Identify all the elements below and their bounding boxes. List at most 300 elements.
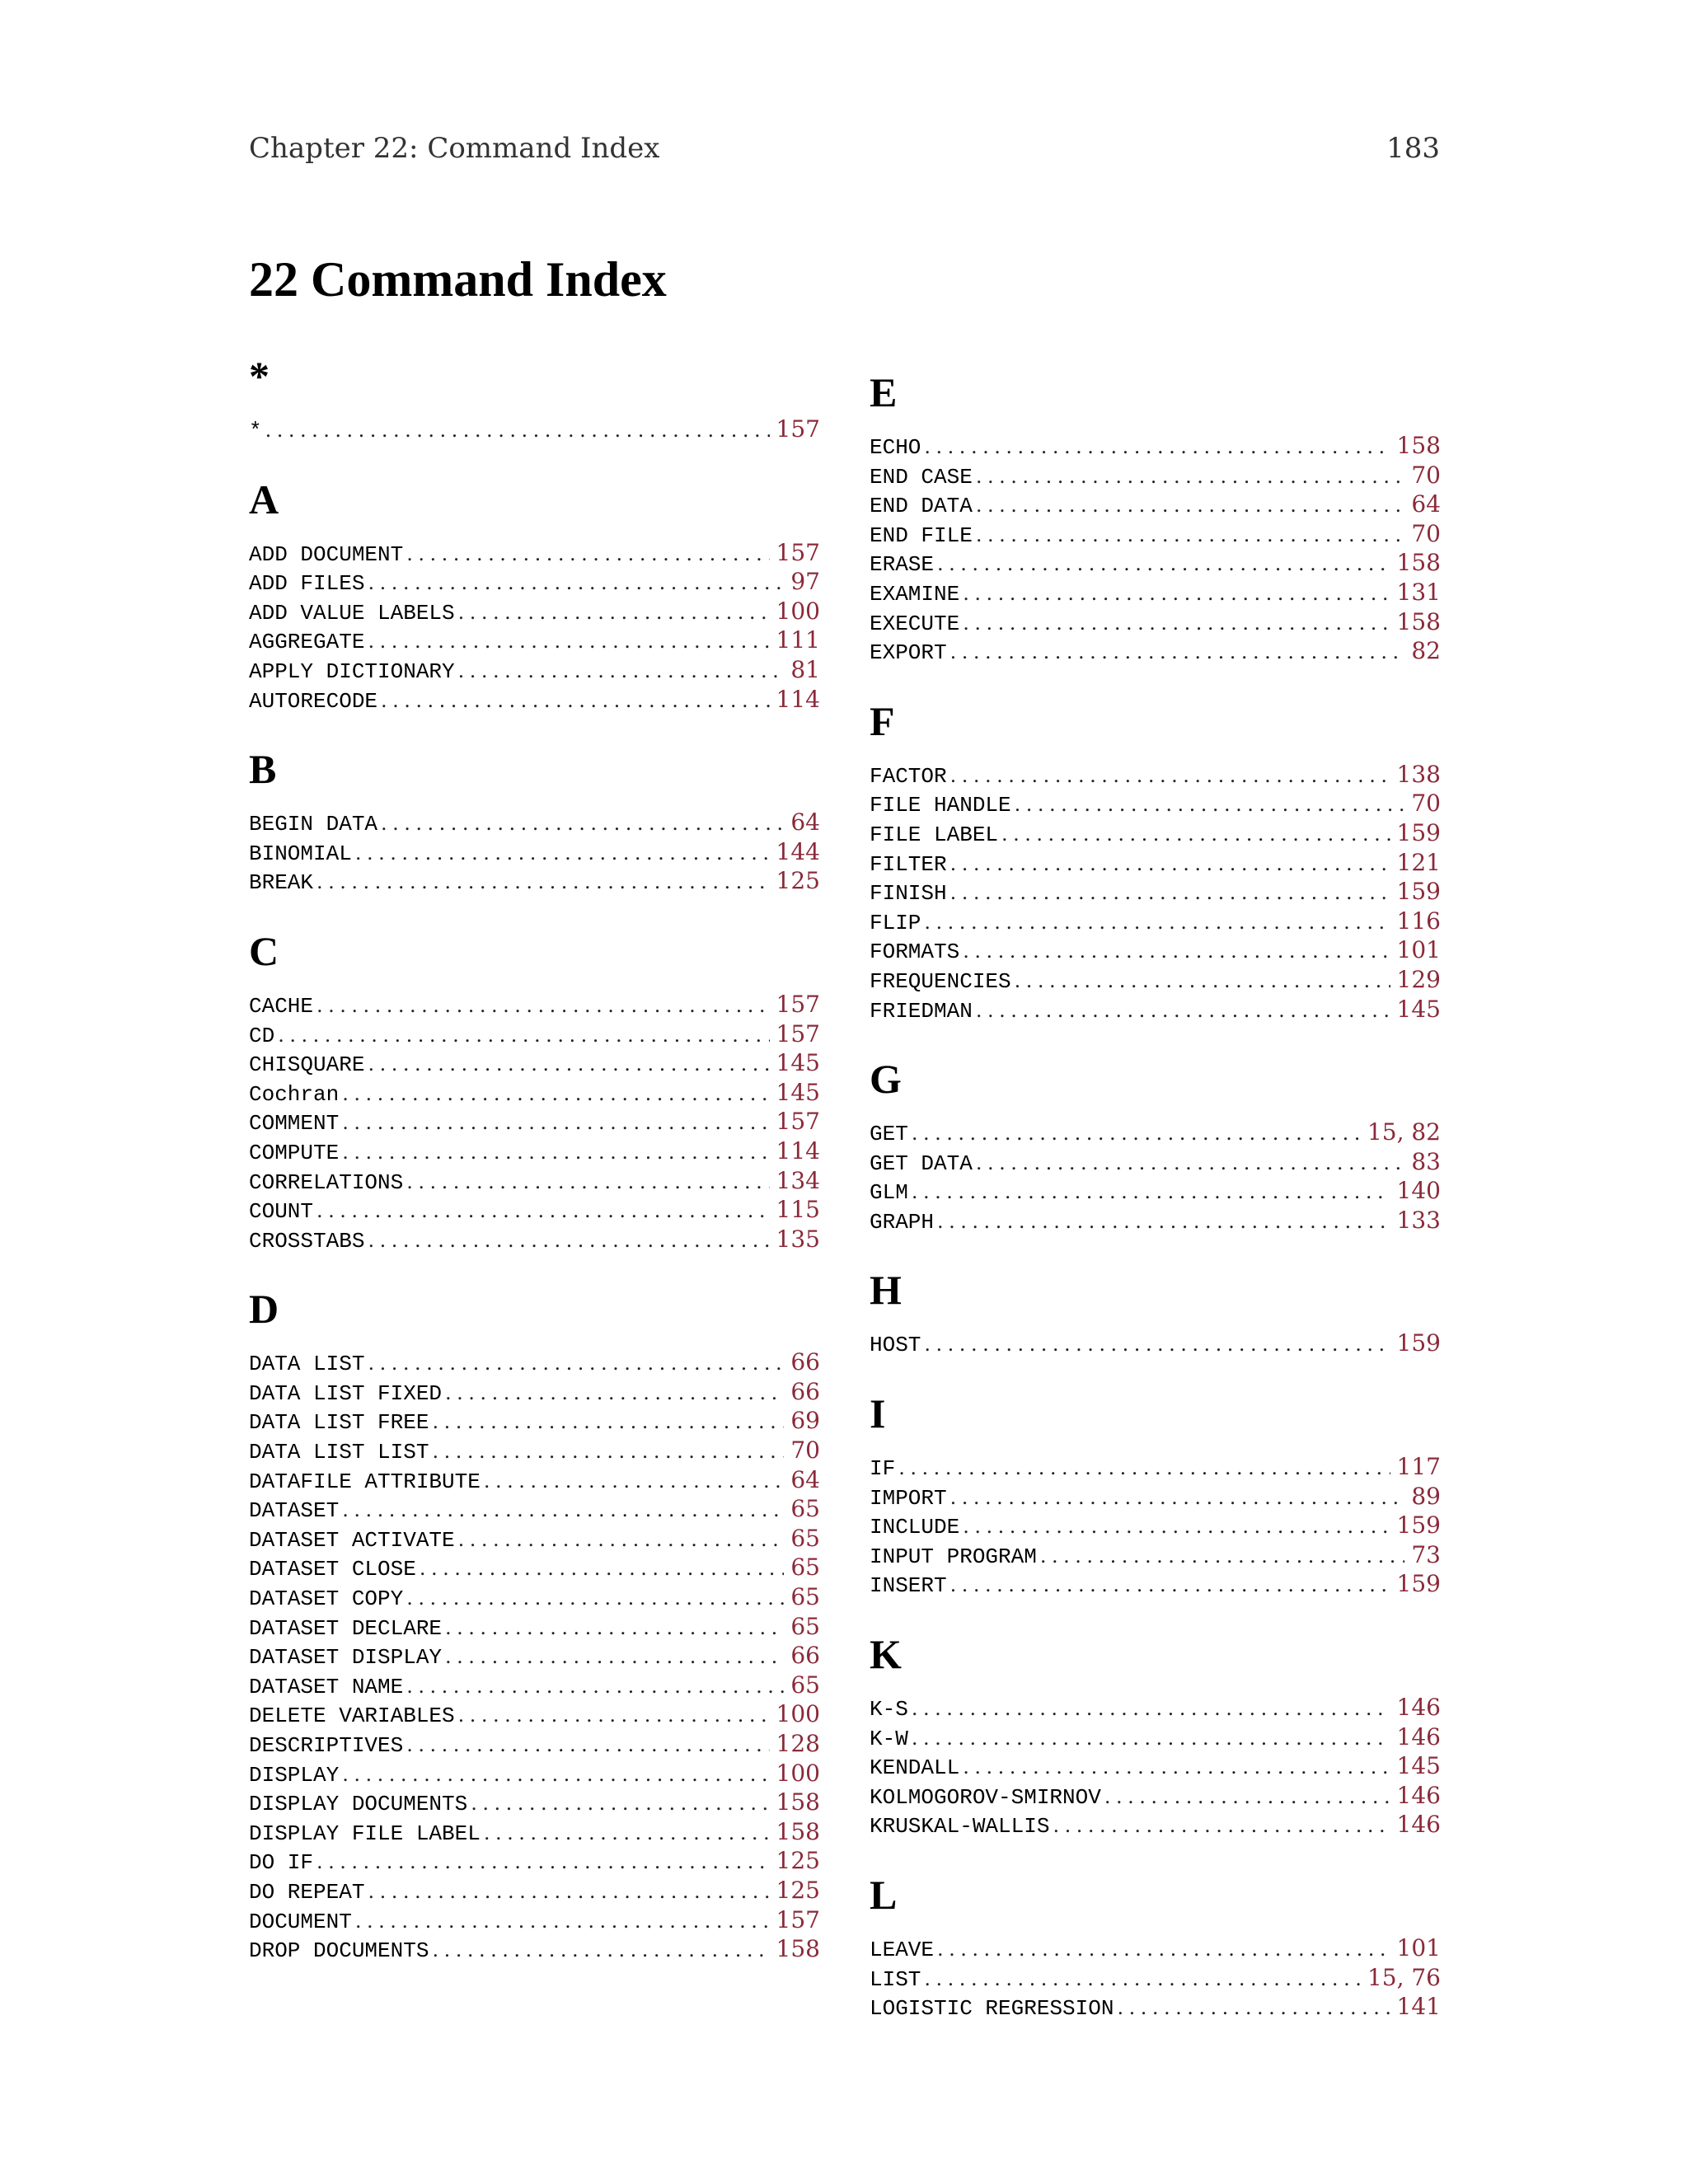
index-entry bbox=[870, 578, 1441, 607]
index-entry bbox=[249, 415, 820, 444]
index-entry bbox=[249, 1524, 820, 1554]
index-letter-group bbox=[249, 926, 820, 1254]
dot-leader bbox=[445, 1379, 784, 1408]
index-entry-page-link[interactable]: 145 bbox=[776, 1049, 820, 1077]
index-entry-page-link[interactable]: 159 bbox=[1396, 878, 1441, 906]
index-entry-command: APPLY DICTIONARY bbox=[249, 658, 455, 684]
index-letter-group bbox=[249, 474, 820, 715]
index-entry-command: COMMENT bbox=[249, 1111, 340, 1137]
index-entry-page-link[interactable]: 146 bbox=[1396, 1694, 1441, 1722]
dot-leader bbox=[976, 462, 1405, 492]
index-entry bbox=[870, 1933, 1441, 1963]
index-entry bbox=[249, 1699, 820, 1729]
dot-leader bbox=[342, 1080, 769, 1109]
index-entry-command: FILE LABEL bbox=[870, 822, 999, 847]
dot-leader bbox=[458, 1526, 785, 1555]
index-entry-page-link[interactable]: 83 bbox=[1411, 1147, 1441, 1175]
index-entry-command: DATASET bbox=[249, 1498, 340, 1524]
index-entry-command: CACHE bbox=[249, 993, 314, 1019]
index-entry-page-link[interactable]: 65 bbox=[790, 1583, 820, 1611]
index-entry bbox=[870, 490, 1441, 519]
index-entry bbox=[870, 1206, 1441, 1235]
index-entry-command: END FILE bbox=[870, 523, 973, 548]
index-entry bbox=[870, 1511, 1441, 1540]
index-entry-command: DISPLAY bbox=[249, 1762, 340, 1788]
index-letter-group bbox=[870, 696, 1441, 1024]
dot-leader bbox=[368, 569, 784, 598]
index-entry-page-link[interactable]: 129 bbox=[1396, 965, 1441, 993]
dot-leader bbox=[976, 491, 1405, 521]
index-entry bbox=[870, 760, 1441, 790]
index-entry-command: K-W bbox=[870, 1726, 908, 1751]
index-entry-page-link[interactable]: 125 bbox=[776, 1847, 820, 1875]
index-entry-command: EXECUTE bbox=[870, 611, 960, 636]
index-entry-command: CORRELATIONS bbox=[249, 1169, 404, 1195]
index-entry-page-link[interactable]: 131 bbox=[1396, 578, 1441, 606]
dot-leader bbox=[484, 1819, 770, 1849]
index-entry-page-link[interactable]: 145 bbox=[1396, 995, 1441, 1023]
index-entry-command: LIST bbox=[870, 1966, 921, 1992]
index-entry bbox=[249, 1612, 820, 1642]
index-entry-page-link[interactable]: 100 bbox=[776, 597, 820, 625]
dot-leader bbox=[937, 1207, 1390, 1237]
index-entry-page-link[interactable]: 101 bbox=[1396, 1934, 1441, 1961]
index-entry bbox=[249, 1225, 820, 1254]
index-entry-page-link[interactable]: 70 bbox=[1411, 790, 1441, 818]
index-entry bbox=[249, 1671, 820, 1700]
index-entry bbox=[249, 1137, 820, 1166]
index-entry-command: ADD FILES bbox=[249, 571, 365, 597]
dot-leader bbox=[458, 657, 785, 687]
index-entry-command: FACTOR bbox=[870, 763, 947, 789]
index-entry-page-link[interactable]: 145 bbox=[776, 1078, 820, 1106]
index-entry-command: CHISQUARE bbox=[249, 1052, 365, 1078]
index-entry-command: LEAVE bbox=[870, 1938, 935, 1962]
dot-leader bbox=[924, 1330, 1390, 1360]
index-letter-heading: A bbox=[249, 476, 279, 523]
dot-leader bbox=[406, 1672, 784, 1702]
index-entry-command: FRIEDMAN bbox=[870, 998, 973, 1024]
index-entry bbox=[870, 1781, 1441, 1811]
index-entry-command: CROSSTABS bbox=[249, 1228, 365, 1254]
index-entry-page-link[interactable]: 65 bbox=[790, 1524, 820, 1552]
index-entry-page-link[interactable]: 65 bbox=[790, 1612, 820, 1640]
index-entry-page-link[interactable]: 157 bbox=[776, 538, 820, 566]
index-entry-page-link[interactable]: 159 bbox=[1396, 1570, 1441, 1598]
dot-leader bbox=[406, 1168, 769, 1197]
dot-leader bbox=[278, 1021, 769, 1051]
index-entry-page-link[interactable]: 111 bbox=[776, 626, 820, 654]
dot-leader bbox=[368, 627, 769, 657]
index-letter-group bbox=[249, 1283, 820, 1963]
index-entry-command: FILTER bbox=[870, 851, 947, 877]
dot-leader bbox=[912, 1178, 1390, 1207]
index-entry-page-link[interactable]: 146 bbox=[1396, 1722, 1441, 1750]
index-entry bbox=[870, 1118, 1441, 1147]
dot-leader bbox=[1015, 967, 1390, 996]
index-entry-command: DESCRIPTIVES bbox=[249, 1733, 404, 1758]
dot-leader bbox=[381, 809, 784, 839]
index-entry-page-link[interactable]: 121 bbox=[1396, 848, 1441, 876]
index-entry-command: GET DATA bbox=[870, 1151, 973, 1176]
index-entry-page-link[interactable]: 158 bbox=[776, 1788, 820, 1816]
index-entry bbox=[870, 519, 1441, 549]
index-entry-page-link[interactable]: 66 bbox=[790, 1642, 820, 1670]
index-entry bbox=[870, 1452, 1441, 1482]
dot-leader bbox=[924, 908, 1390, 938]
index-entry-page-link[interactable]: 144 bbox=[776, 837, 820, 865]
dot-leader bbox=[963, 579, 1390, 609]
index-entry bbox=[249, 1641, 820, 1671]
index-entry-page-link[interactable]: 133 bbox=[1396, 1206, 1441, 1234]
chapter-title: 22 Command Index bbox=[249, 252, 667, 307]
index-entry-page-link[interactable]: 157 bbox=[776, 1905, 820, 1933]
index-entry-command: EXPORT bbox=[870, 640, 947, 666]
dot-leader bbox=[1104, 1783, 1390, 1812]
index-letter-group bbox=[870, 1629, 1441, 1840]
dot-leader bbox=[316, 1197, 770, 1226]
index-entry-command: DATASET COPY bbox=[249, 1586, 404, 1612]
index-entry-command: DELETE VARIABLES bbox=[249, 1704, 455, 1729]
dot-leader bbox=[445, 1614, 784, 1643]
index-entry-page-link[interactable]: 64 bbox=[790, 1465, 820, 1493]
index-entry-command: DATAFILE ATTRIBUTE bbox=[249, 1469, 481, 1494]
index-entry bbox=[870, 1722, 1441, 1752]
dot-leader bbox=[445, 1643, 784, 1672]
index-entry bbox=[249, 597, 820, 626]
index-letter-heading: B bbox=[249, 746, 277, 793]
index-entry-page-link[interactable]: 15, 76 bbox=[1367, 1963, 1441, 1991]
index-entry-command: BEGIN DATA bbox=[249, 812, 378, 837]
index-entry-page-link[interactable]: 97 bbox=[790, 568, 820, 596]
dot-leader bbox=[950, 762, 1390, 791]
index-entry-page-link[interactable]: 159 bbox=[1396, 1511, 1441, 1540]
index-entry-page-link[interactable]: 81 bbox=[790, 655, 820, 683]
index-entry bbox=[870, 1751, 1441, 1781]
index-entry-command: LOGISTIC REGRESSION bbox=[870, 1996, 1114, 2022]
index-entry bbox=[870, 461, 1441, 490]
index-entry bbox=[870, 607, 1441, 637]
index-entry-command: GRAPH bbox=[870, 1209, 935, 1235]
index-letter-heading: * bbox=[249, 353, 270, 399]
index-entry bbox=[249, 1729, 820, 1759]
index-entry-page-link[interactable]: 157 bbox=[776, 415, 820, 443]
dot-leader bbox=[342, 1138, 769, 1168]
dot-leader bbox=[937, 1935, 1390, 1965]
dot-leader bbox=[1001, 820, 1390, 850]
index-entry-page-link[interactable]: 157 bbox=[776, 1108, 820, 1136]
index-entry bbox=[249, 1817, 820, 1847]
index-entry-page-link[interactable]: 158 bbox=[776, 1817, 820, 1845]
index-entry-page-link[interactable]: 146 bbox=[1396, 1811, 1441, 1839]
index-letter-group bbox=[249, 743, 820, 896]
dot-leader bbox=[432, 1408, 784, 1437]
index-entry-page-link[interactable]: 82 bbox=[1411, 637, 1441, 665]
index-entry-command: INSERT bbox=[870, 1573, 947, 1599]
running-header bbox=[249, 132, 1440, 165]
index-entry bbox=[249, 1759, 820, 1788]
index-entry-command: GLM bbox=[870, 1180, 908, 1206]
dot-leader bbox=[355, 1907, 770, 1937]
index-entry bbox=[870, 636, 1441, 666]
index-entry-command: FILE HANDLE bbox=[870, 793, 1011, 818]
index-entry-page-link[interactable]: 138 bbox=[1396, 760, 1441, 788]
index-entry bbox=[249, 1905, 820, 1935]
index-entry-command: DOCUMENT bbox=[249, 1909, 352, 1934]
dot-leader bbox=[950, 879, 1390, 908]
index-letter-heading: C bbox=[249, 927, 279, 974]
index-entry-page-link[interactable]: 65 bbox=[790, 1671, 820, 1699]
dot-leader bbox=[432, 1437, 784, 1467]
index-letter-heading: E bbox=[870, 369, 898, 415]
dot-leader bbox=[924, 433, 1390, 462]
dot-leader bbox=[484, 1467, 785, 1497]
index-entry-page-link[interactable]: 141 bbox=[1396, 1993, 1441, 2021]
index-entry bbox=[870, 1810, 1441, 1840]
index-entry-page-link[interactable]: 135 bbox=[776, 1225, 820, 1253]
index-entry bbox=[249, 1788, 820, 1817]
index-entry-command: HOST bbox=[870, 1333, 921, 1358]
index-letter-group bbox=[870, 1264, 1441, 1358]
index-entry-page-link[interactable]: 66 bbox=[790, 1377, 820, 1405]
index-entry bbox=[249, 1934, 820, 1964]
index-entry bbox=[870, 548, 1441, 578]
index-entry bbox=[249, 1436, 820, 1465]
index-entry-command: FLIP bbox=[870, 910, 921, 935]
dot-leader bbox=[381, 687, 770, 716]
dot-leader bbox=[950, 638, 1405, 668]
index-entry-page-link[interactable]: 117 bbox=[1396, 1453, 1441, 1481]
index-entry-command: AUTORECODE bbox=[249, 688, 378, 714]
index-entry-command: ERASE bbox=[870, 552, 935, 578]
index-entry-command: END DATA bbox=[870, 494, 973, 519]
index-entry-page-link[interactable]: 70 bbox=[1411, 519, 1441, 547]
index-entry-page-link[interactable]: 73 bbox=[1411, 1540, 1441, 1568]
index-entry-page-link[interactable]: 114 bbox=[776, 1137, 820, 1165]
index-entry-command: FREQUENCIES bbox=[870, 968, 1011, 994]
index-letter-group bbox=[870, 1388, 1441, 1599]
index-entry bbox=[249, 567, 820, 597]
index-entry-page-link[interactable]: 157 bbox=[776, 990, 820, 1018]
index-letter-heading: K bbox=[870, 1631, 902, 1678]
dot-leader bbox=[912, 1724, 1390, 1754]
index-entry-page-link[interactable]: 114 bbox=[776, 685, 820, 713]
index-entry-command: IMPORT bbox=[870, 1485, 947, 1511]
index-entry-command: DATA LIST bbox=[249, 1352, 365, 1377]
index-entry-page-link[interactable]: 134 bbox=[776, 1166, 820, 1194]
dot-leader bbox=[355, 839, 770, 869]
index-entry bbox=[870, 907, 1441, 936]
index-entry-command: COMPUTE bbox=[249, 1140, 340, 1165]
dot-leader bbox=[963, 937, 1390, 967]
index-entry-command: EXAMINE bbox=[870, 581, 960, 607]
dot-leader bbox=[912, 1119, 1361, 1149]
index-entry-page-link[interactable]: 65 bbox=[790, 1554, 820, 1582]
index-entry-page-link[interactable]: 146 bbox=[1396, 1781, 1441, 1809]
index-entry bbox=[249, 837, 820, 867]
index-letter-heading: I bbox=[870, 1390, 886, 1437]
index-entry-command: INPUT PROGRAM bbox=[870, 1544, 1037, 1569]
dot-leader bbox=[368, 1050, 769, 1080]
index-entry-page-link[interactable]: 15, 82 bbox=[1367, 1118, 1441, 1146]
index-entry-page-link[interactable]: 125 bbox=[776, 1876, 820, 1904]
index-letter-group bbox=[870, 1869, 1441, 2022]
index-entry-command: ADD VALUE LABELS bbox=[249, 600, 455, 626]
index-letter-heading: L bbox=[870, 1872, 898, 1918]
index-entry bbox=[249, 866, 820, 896]
index-entry-command: COUNT bbox=[249, 1199, 314, 1225]
index-entry-page-link[interactable]: 65 bbox=[790, 1495, 820, 1523]
index-column-right bbox=[870, 350, 1441, 2022]
dot-leader bbox=[924, 1965, 1361, 1994]
index-entry bbox=[249, 1347, 820, 1377]
index-entry bbox=[870, 789, 1441, 818]
index-entry-page-link[interactable]: 115 bbox=[776, 1196, 820, 1224]
dot-leader bbox=[316, 1848, 770, 1877]
index-entry bbox=[249, 1582, 820, 1612]
dot-leader bbox=[898, 1454, 1390, 1483]
dot-leader bbox=[316, 868, 770, 898]
index-entry-command: INCLUDE bbox=[870, 1515, 960, 1540]
index-entry-command: DISPLAY FILE LABEL bbox=[249, 1821, 481, 1846]
index-entry-page-link[interactable]: 64 bbox=[790, 808, 820, 837]
dot-leader bbox=[406, 1731, 769, 1760]
dot-leader bbox=[342, 1108, 769, 1138]
dot-leader bbox=[471, 1789, 769, 1819]
index-entry-page-link[interactable]: 66 bbox=[790, 1348, 820, 1376]
index-entry bbox=[870, 1329, 1441, 1358]
index-entry-command: DROP DOCUMENTS bbox=[249, 1938, 429, 1964]
index-entry bbox=[249, 1048, 820, 1078]
index-entry-command: KENDALL bbox=[870, 1755, 960, 1781]
index-entry-command: FORMATS bbox=[870, 940, 960, 965]
index-entry-page-link[interactable]: 64 bbox=[1411, 490, 1441, 518]
index-entry-command: DATA LIST FREE bbox=[249, 1410, 429, 1436]
index-entry bbox=[249, 1553, 820, 1582]
index-entry-command: GET bbox=[870, 1122, 908, 1147]
index-entry bbox=[249, 1078, 820, 1108]
dot-leader bbox=[950, 1571, 1390, 1601]
index-letter-group bbox=[870, 1053, 1441, 1235]
index-entry bbox=[870, 1569, 1441, 1599]
running-header-chapter: Chapter 22: Command Index bbox=[249, 132, 660, 165]
index-entry bbox=[870, 1482, 1441, 1511]
dot-leader bbox=[976, 1149, 1405, 1179]
index-entry-command: IF bbox=[870, 1456, 896, 1482]
dot-leader bbox=[420, 1554, 785, 1584]
index-entry-page-link[interactable]: 101 bbox=[1396, 936, 1441, 964]
index-entry-page-link[interactable]: 70 bbox=[1411, 461, 1441, 489]
dot-leader bbox=[963, 1753, 1390, 1783]
index-entry bbox=[249, 1846, 820, 1876]
page-number: 183 bbox=[1386, 132, 1440, 165]
index-entry bbox=[870, 995, 1441, 1024]
index-entry bbox=[249, 1465, 820, 1495]
index-entry-command: ADD DOCUMENT bbox=[249, 541, 404, 567]
index-entry bbox=[249, 1876, 820, 1905]
index-entry-page-link[interactable]: 140 bbox=[1396, 1177, 1441, 1205]
index-entry bbox=[870, 877, 1441, 907]
index-entry-command: DO IF bbox=[249, 1850, 314, 1876]
index-entry-page-link[interactable]: 100 bbox=[776, 1700, 820, 1728]
dot-leader bbox=[368, 1226, 769, 1256]
index-letter-group bbox=[249, 350, 820, 444]
index-entry-command: AGGREGATE bbox=[249, 630, 365, 655]
index-entry bbox=[870, 1693, 1441, 1722]
index-letter-heading: F bbox=[870, 697, 895, 744]
index-letter-heading: D bbox=[249, 1286, 279, 1333]
index-entry-command: DO REPEAT bbox=[249, 1879, 365, 1905]
dot-leader bbox=[368, 1349, 784, 1379]
index-entry bbox=[249, 626, 820, 655]
index-entry bbox=[249, 538, 820, 568]
dot-leader bbox=[963, 609, 1390, 639]
dot-leader bbox=[976, 996, 1390, 1026]
index-entry-page-link[interactable]: 159 bbox=[1396, 818, 1441, 846]
index-entry-page-link[interactable]: 158 bbox=[776, 1935, 820, 1963]
index-entry-command: ECHO bbox=[870, 435, 921, 460]
index-entry bbox=[870, 965, 1441, 995]
index-entry bbox=[249, 808, 820, 837]
index-entry-page-link[interactable]: 125 bbox=[776, 867, 820, 895]
index-entry bbox=[870, 1540, 1441, 1570]
index-entry-page-link[interactable]: 100 bbox=[776, 1759, 820, 1787]
index-entry bbox=[249, 1195, 820, 1225]
index-entry-page-link[interactable]: 158 bbox=[1396, 432, 1441, 459]
index-entry bbox=[249, 655, 820, 685]
index-entry-page-link[interactable]: 89 bbox=[1411, 1482, 1441, 1510]
index-entry-command: FINISH bbox=[870, 881, 947, 907]
index-entry bbox=[249, 990, 820, 1019]
dot-leader bbox=[912, 1694, 1390, 1724]
index-entry-page-link[interactable]: 158 bbox=[1396, 607, 1441, 635]
index-entry-page-link[interactable]: 157 bbox=[776, 1019, 820, 1047]
index-entry-command: BREAK bbox=[249, 870, 314, 896]
index-entry bbox=[870, 431, 1441, 461]
dot-leader bbox=[432, 1936, 769, 1966]
dot-leader bbox=[406, 540, 769, 569]
dot-leader bbox=[342, 1496, 784, 1526]
dot-leader bbox=[316, 991, 770, 1021]
index-entry-page-link[interactable]: 69 bbox=[790, 1407, 820, 1435]
index-entry bbox=[249, 1107, 820, 1137]
index-entry-page-link[interactable]: 116 bbox=[1396, 907, 1441, 935]
index-entry-command: BINOMIAL bbox=[249, 841, 352, 866]
index-entry-page-link[interactable]: 158 bbox=[1396, 549, 1441, 577]
dot-leader bbox=[963, 1512, 1390, 1542]
index-entry-command: DATASET DECLARE bbox=[249, 1615, 443, 1641]
dot-leader bbox=[1015, 790, 1405, 820]
dot-leader bbox=[406, 1584, 784, 1614]
index-entry bbox=[870, 818, 1441, 848]
dot-leader bbox=[1040, 1542, 1405, 1572]
index-entry-command: CD bbox=[249, 1023, 275, 1048]
index-entry bbox=[870, 1992, 1441, 2022]
index-entry bbox=[870, 935, 1441, 965]
index-entry-command: DATASET NAME bbox=[249, 1674, 404, 1699]
dot-leader bbox=[1117, 1994, 1390, 2023]
index-entry-page-link[interactable]: 128 bbox=[776, 1730, 820, 1757]
index-entry-page-link[interactable]: 159 bbox=[1396, 1329, 1441, 1357]
dot-leader bbox=[950, 1483, 1405, 1513]
index-entry-page-link[interactable]: 70 bbox=[790, 1436, 820, 1465]
dot-leader bbox=[368, 1877, 769, 1907]
index-entry-command: END CASE bbox=[870, 464, 973, 490]
index-entry-page-link[interactable]: 145 bbox=[1396, 1752, 1441, 1780]
index-entry bbox=[870, 1963, 1441, 1993]
dot-leader bbox=[1053, 1811, 1390, 1841]
dot-leader bbox=[937, 550, 1390, 579]
